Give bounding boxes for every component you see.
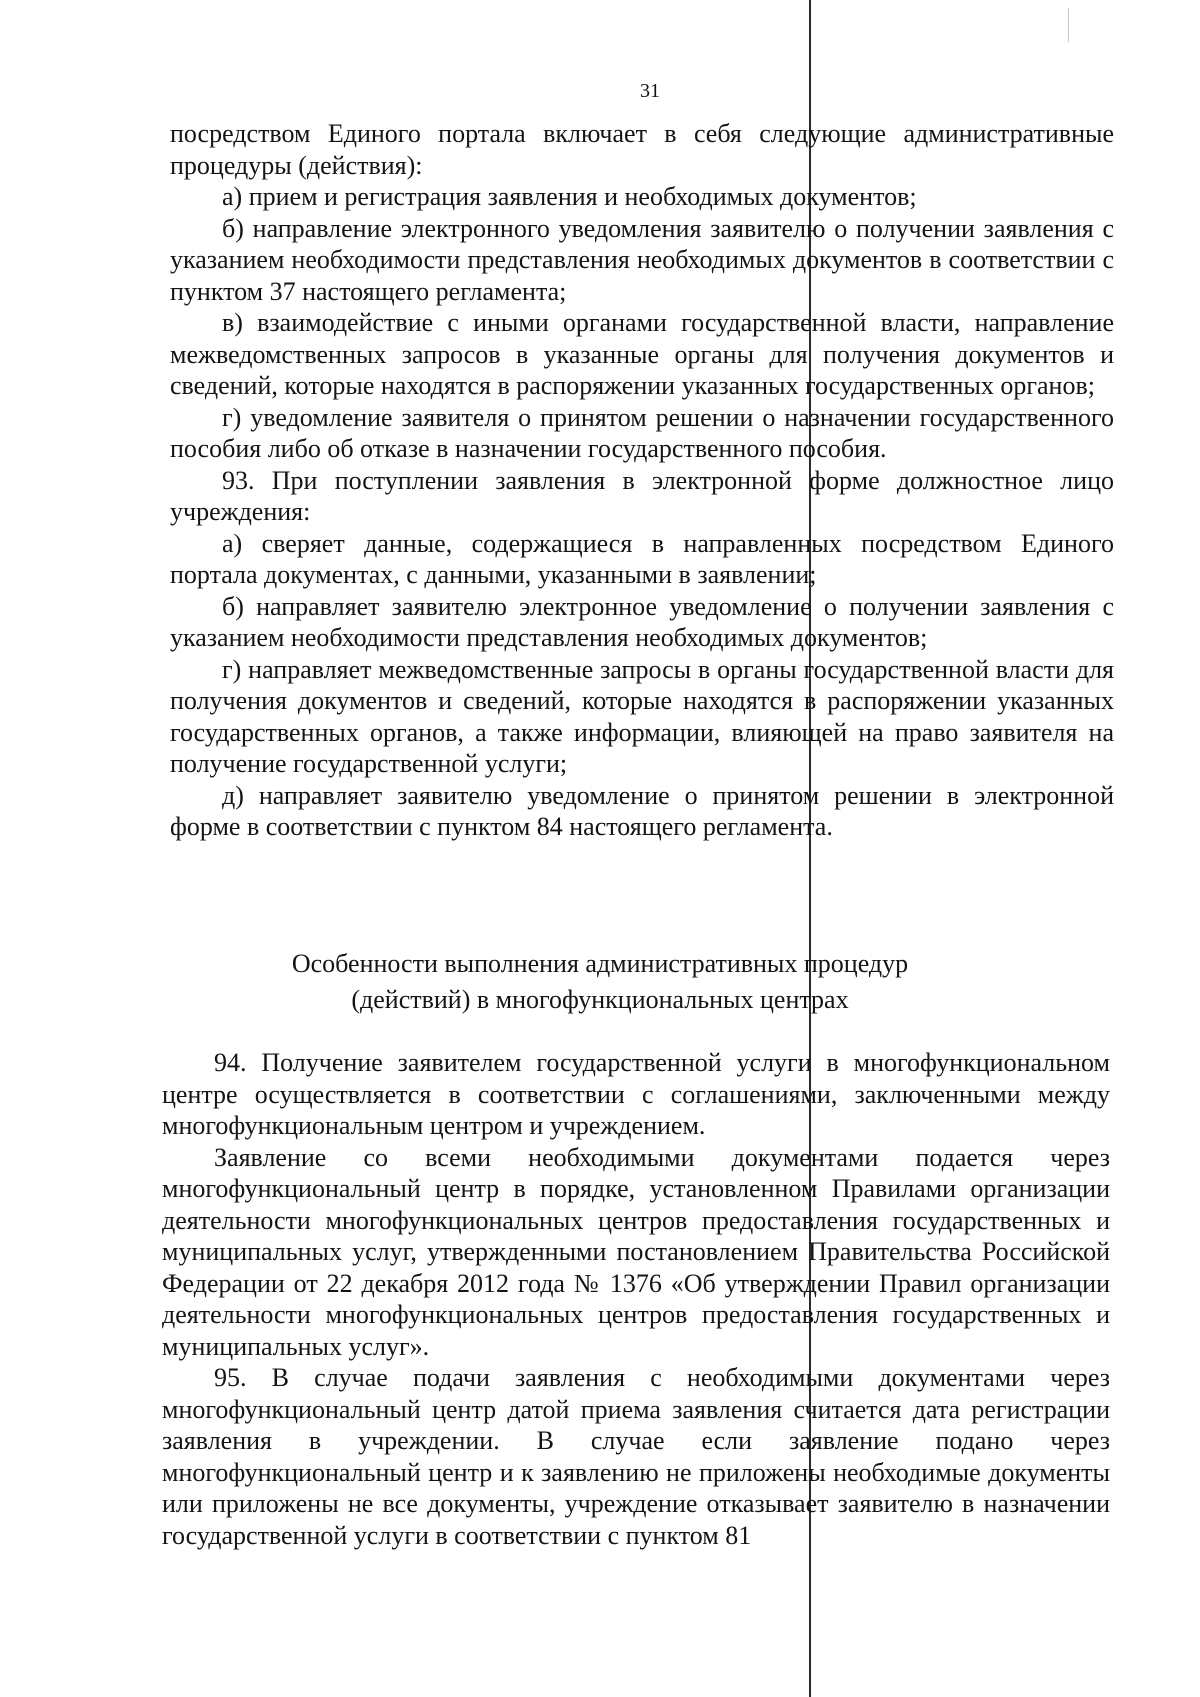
paragraph-95: 95. В случае подачи заявления с необходимыми документами через многофункциональный центр датой приема заявления считается дата регистрации заявления в учреждении. В случае если заявление подано через многофункциональный центр и к заявлению не приложены необходимые документы или приложены не все документы, учреждение отказывает заявителю в назначении государственной услуги в соответствии с пунктом 81 [162, 1363, 1110, 1550]
page-number: 31 [640, 80, 660, 102]
paragraph-92g: г) уведомление заявителя о принятом решении о назначении государственного пособия либо об отказе в назначении государственного пособия. [170, 402, 1114, 463]
section-heading-line-1: Особенности выполнения административных процедур [291, 949, 909, 978]
section-heading [240, 946, 960, 1018]
scan-edge-mark [1068, 8, 1069, 42]
paragraph-92b: б) направление электронного уведомления заявителю о получении заявления с указанием необходимости представления необходимых документов в соответствии с пунктом 37 настоящего регламента; [170, 213, 1114, 306]
paragraph-93a: а) сверяет данные, содержащиеся в направленных посредством Единого портала документах, с данными, указанными в заявлении; [170, 528, 1114, 589]
section-heading-line-2: (действий) в многофункциональных центрах [351, 985, 849, 1014]
paragraph-93: 93. При поступлении заявления в электронной форме должностное лицо учреждения: [170, 465, 1114, 526]
paragraph-93g: г) направляет межведомственные запросы в органы государственной власти для получения документов и сведений, которые находятся в распоряжении указанных государственных органов, а также информации, влияющей на право заявителя на получение государственной услуги; [170, 654, 1114, 778]
text-block-b [162, 1047, 1110, 1551]
paragraph-93d: д) направляет заявителю уведомление о принятом решении в электронной форме в соответствии с пунктом 84 настоящего регламента. [170, 780, 1114, 841]
paragraph-92a: а) прием и регистрация заявления и необходимых документов; [222, 182, 917, 211]
paragraph-94-application: Заявление со всеми необходимыми документами подается через многофункциональный центр в порядке, установленном Правилами организации деятельности многофункциональных центров предоставления государственных и муниципальных услуг, утвержденными постановлением Правительства Российской Федерации от 22 декабря 2012 года № 1376 «Об утверждении Правил организации деятельности многофункциональных центров предоставления государственных и муниципальных услуг». [162, 1142, 1110, 1361]
paragraph-93b: б) направляет заявителю электронное уведомление о получении заявления с указанием необходимости представления необходимых документов; [170, 591, 1114, 652]
paragraph-92v: в) взаимодействие с иными органами государственной власти, направление межведомственных запросов в указанные органы для получения документов и сведений, которые находятся в распоряжении указанных государственных органов; [170, 308, 1114, 400]
paragraph-94: 94. Получение заявителем государственной услуги в многофункциональном центре осуществляется в соответствии с соглашениями, заключенными между многофункциональным центром и учреждением. [162, 1048, 1110, 1140]
paragraph-continuation: посредством Единого портала включает в себя следующие административные процедуры (действия): [170, 119, 1114, 180]
text-block-a [170, 118, 1114, 843]
